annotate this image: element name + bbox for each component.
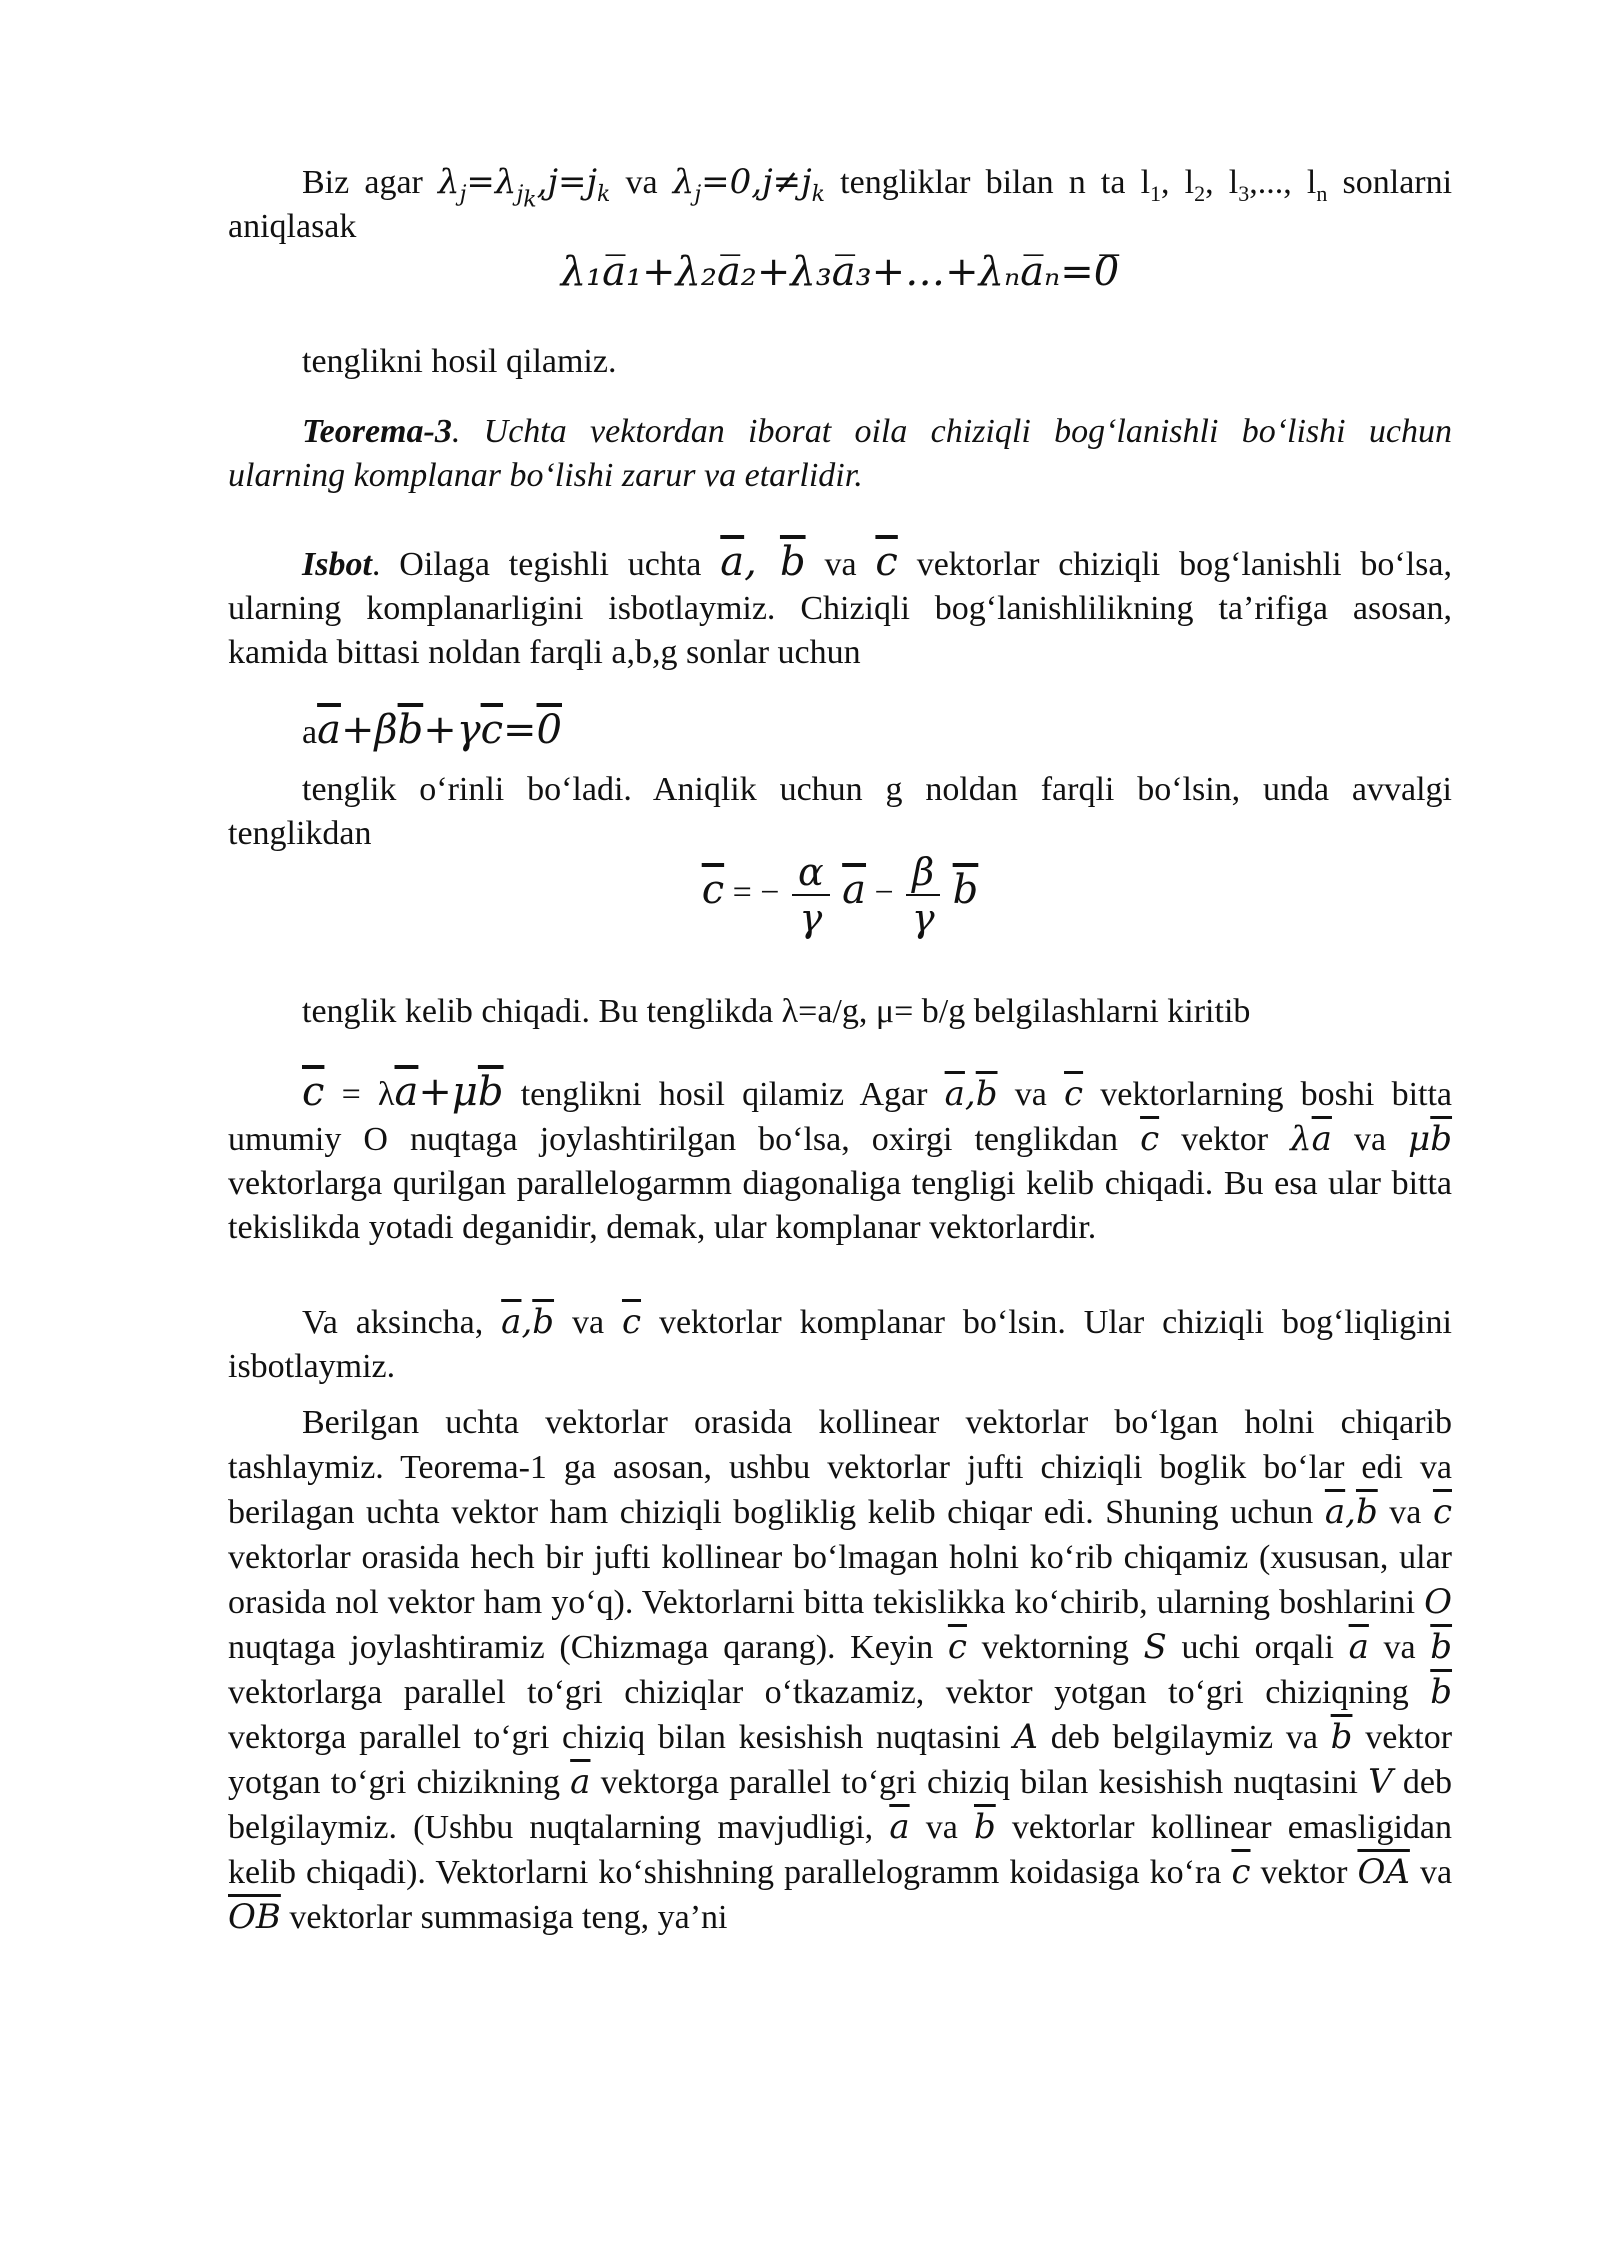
paragraph-construction: Berilgan uchta vektorlar orasida kollinear vektorlar bo‘lgan holni chiqarib tashlaymiz. Teorema-1 ga asosan, ushbu vektorlar jufti chiziqli boglik bo‘lar edi va berilagan uchta vektor ham chiziqli bogliklig kelib chiqar edi. Shuning uchun $\overline{a},\overline{b}$ va $\overline{c}$ vektorlar orasida hech bir jufti kollinear bo‘lmagan holni ko‘rib chiqamiz (xususan, ular orasida nol vektor ham yo‘q). Vektorlarni bitta tekislikka ko‘chirib, ularning boshlarini O nuqtaga joylashtiramiz (Chizmaga qarang). Keyin $\overline{c}$ vektorning S uchi orqali $\overline{a}$ va $\overline{b}$ vektorlarga parallel to‘gri chiziqlar o‘tkazamiz, vektor yotgan to‘gri chiziqning $\overline{b}$ vektorga parallel to‘gri chiziq bilan kesishish nuqtasini A deb belgilaymiz va $\overline{b}$ vektor yotgan to‘gri chizikning $\overline{a}$ vektorga parallel to‘gri chiziq bilan kesishish nuqtasini V deb belgilaymiz. (Ushbu nuqtalarning mavjudligi, $\overline{a}$ va $\overline{b}$ vektorlar kollinear emasligidan kelib chiqadi). Vektorlarni ko‘shishning parallelogramm koidasiga ko‘ra $\overline{c}$ vektor $\overline{OA}$ va $\overline{OB}$ vektorlar summasiga teng, ya’ni [228, 1404, 1453, 1937]
equation-linear-combination [228, 250, 1452, 297]
theorem-block [228, 410, 1452, 498]
theorem-text: . Uchta vektordan iborat oila chiziqli bog‘lanishli bo‘lishi uchun ularning komplanar bo‘lishi zarur va etarlidir. [228, 413, 1452, 494]
paragraph-parallelogram: $\overline{c} = \lambda\overline{a}+\mu\overline{b}$ tenglikni hosil qilamiz Agar $\overline{a},\overline{b}$ va $\overline{c}$ vektorlarning boshi bitta umumiy O nuqtaga joylashtirilgan bo‘lsa, oxirgi tenglikdan $\overline{c}$ vektor $\lambda\overline{a}$ va $\mu\overline{b}$ vektorlarga qurilgan parallelogarmm diagonaliga tengligi kelib chiqadi. Bu esa ular bitta tekislikda yotadi deganidir, demak, ular komplanar vektorlardir. [228, 1069, 1453, 1246]
formula-lambda-zero: $\lambda_j=0,j\ne j_k$ [672, 162, 826, 207]
paragraph-definitions: Biz agar $\lambda_j=\lambda_{j_k},j=j_k$ va $\lambda_j=0,j\ne j_k$ tengliklar bilan n ta $l_1$, $l_2$, $l_3$,..., $l_n$ sonlarni aniqlasak [228, 162, 1453, 245]
vector-c: $\overline{c}$ [875, 539, 898, 585]
text: Biz agar [302, 164, 423, 201]
paragraph: tenglik kelib chiqadi. Bu tenglikda λ=a/g, μ= b/g belgilashlarni kiritib [302, 993, 1251, 1030]
paragraph: tenglik o‘rinli bo‘ladi. Aniqlik uchun g noldan farqli bo‘lsin, unda avvalgi tenglikdan [228, 771, 1452, 852]
equation-text: λ₁a̅₁+λ₂a̅₂+λ₃a̅₃+…+λₙa̅ₙ=0̅ [560, 249, 1120, 295]
text: tengliklar bilan n ta l [840, 164, 1151, 201]
paragraph-converse: Va aksincha, $\overline{a},\overline{b}$ va $\overline{c}$ vektorlar komplanar bo‘lsin. Ular chiziqli bog‘liqligini isbotlaymiz. [228, 1302, 1452, 1385]
theorem-label: Teorema-3 [302, 413, 452, 450]
formula-lambda-j: $\lambda_j=\lambda_{j_k},j=j_k$ [438, 162, 611, 213]
vectors-a-b: $\overline{a}$, $\overline{b}$ [720, 539, 806, 585]
equation-c-expression: $\overline{c}$ = − $\frac{\alpha}{\gamma}$ $\overline{a}$ − $\frac{\beta}{\gamma}$ $\overline{b}$ [701, 850, 979, 940]
equation-combination-zero: $a\overline{a}+\beta\overline{b}+\gamma\overline{c}=0$ [302, 707, 562, 753]
paragraph: tenglikni hosil qilamiz. [302, 343, 617, 380]
proof-label: Isbot [302, 546, 372, 583]
proof-paragraph: Isbot. Oilaga tegishli uchta $\overline{a}$, $\overline{b}$ va $\overline{c}$ vektorlar chiziqli bog‘lanishli bo‘lsa, ularning komplanarligini isbotlaymiz. Chiziqli bog‘lanishlilikning ta’rifiga asosan, kamida bittasi noldan farqli a,b,g sonlar uchun [228, 539, 1453, 671]
text: va [625, 164, 658, 201]
